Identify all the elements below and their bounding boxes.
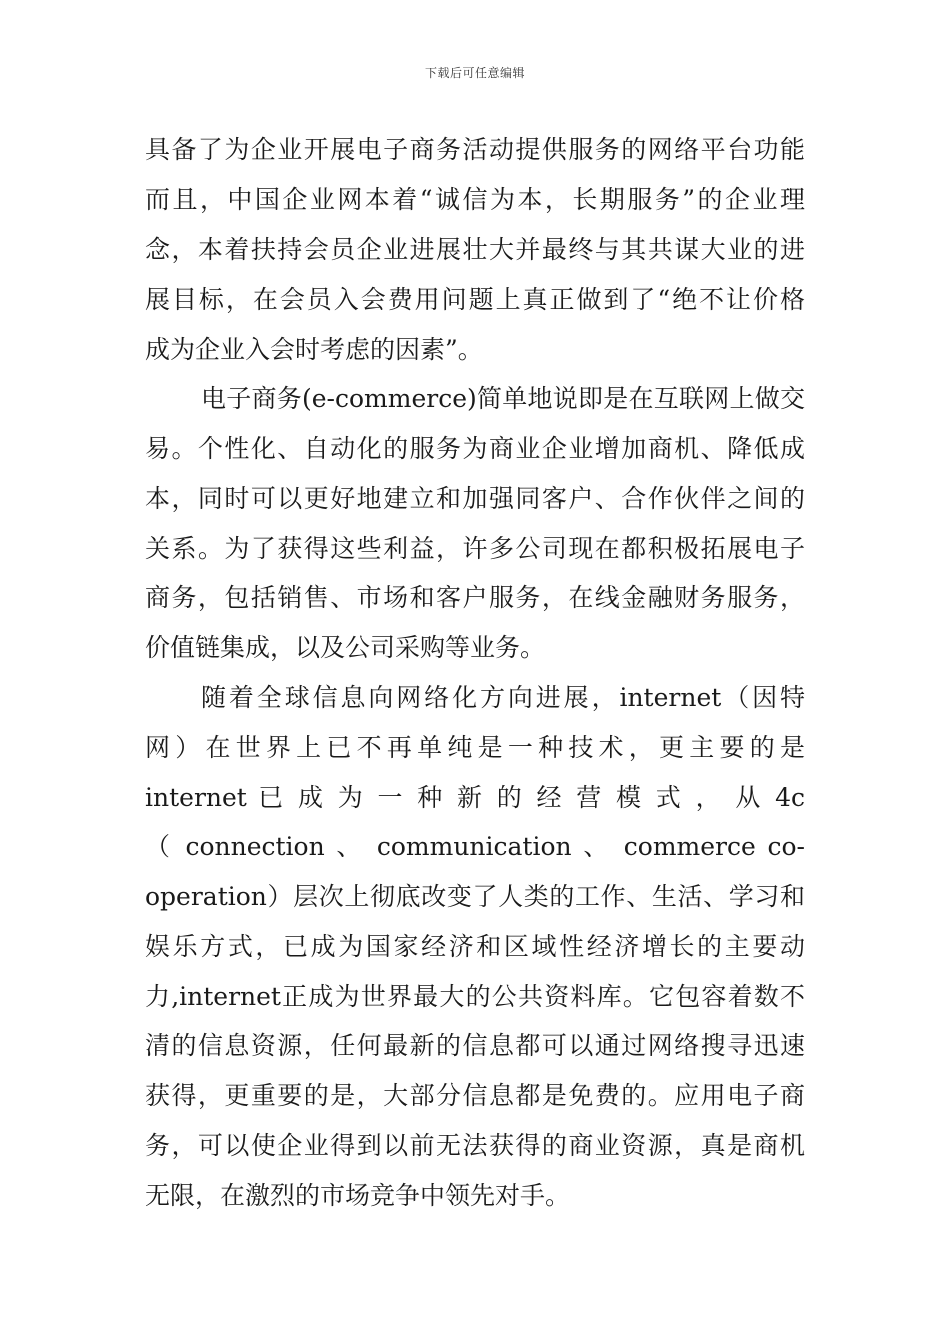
text-line: 电子商务(e-commerce)简单地说即是在互联网上做交 <box>201 384 805 413</box>
text-line: 随着全球信息向网络化方向进展，internet（因特 <box>201 683 805 712</box>
text-line: 本，同时可以更好地建立和加强同客户、合作伙伴之间的 <box>145 484 805 513</box>
text-line: 易。个性化、自动化的服务为商业企业增加商机、降低成 <box>145 434 805 463</box>
text-line: 具备了为企业开展电子商务活动提供服务的网络平台功能 <box>145 135 805 164</box>
text-line: 清的信息资源，任何最新的信息都可以通过网络搜寻迅速 <box>145 1031 805 1060</box>
text-line: 而且，中国企业网本着“诚信为本，长期服务”的企业理 <box>145 185 805 214</box>
text-line: 力,internet正成为世界最大的公共资料库。它包容着数不 <box>145 982 805 1011</box>
text-line: 展目标，在会员入会费用问题上真正做到了“绝不让价格 <box>145 285 805 314</box>
text-line: 商务，包括销售、市场和客户服务，在线金融财务服务， <box>145 583 805 612</box>
text-line: （ connection 、 communication 、 commerce co- <box>145 832 805 861</box>
text-line: 无限，在激烈的市场竞争中领先对手。 <box>145 1181 571 1210</box>
page-header: 下载后可任意编辑 <box>424 66 525 80</box>
text-line: 网）在世界上已不再单纯是一种技术，更主要的是 <box>145 733 805 762</box>
text-line: 念，本着扶持会员企业进展壮大并最终与其共谋大业的进 <box>145 235 805 264</box>
text-line: 务，可以使企业得到以前无法获得的商业资源，真是商机 <box>145 1131 805 1160</box>
text-line: 关系。为了获得这些利益，许多公司现在都积极拓展电子 <box>145 534 805 563</box>
text-line: 价值链集成，以及公司采购等业务。 <box>145 633 546 662</box>
text-line: 娱乐方式，已成为国家经济和区域性经济增长的主要动 <box>145 932 805 961</box>
text-line: internet 已 成 为 一 种 新 的 经 营 模 式 ， 从 4c <box>145 783 805 812</box>
text-line: 获得，更重要的是，大部分信息都是免费的。应用电子商 <box>145 1081 805 1110</box>
text-line: 成为企业入会时考虑的因素”。 <box>145 335 483 364</box>
text-line: operation）层次上彻底改变了人类的工作、生活、学习和 <box>145 882 805 911</box>
